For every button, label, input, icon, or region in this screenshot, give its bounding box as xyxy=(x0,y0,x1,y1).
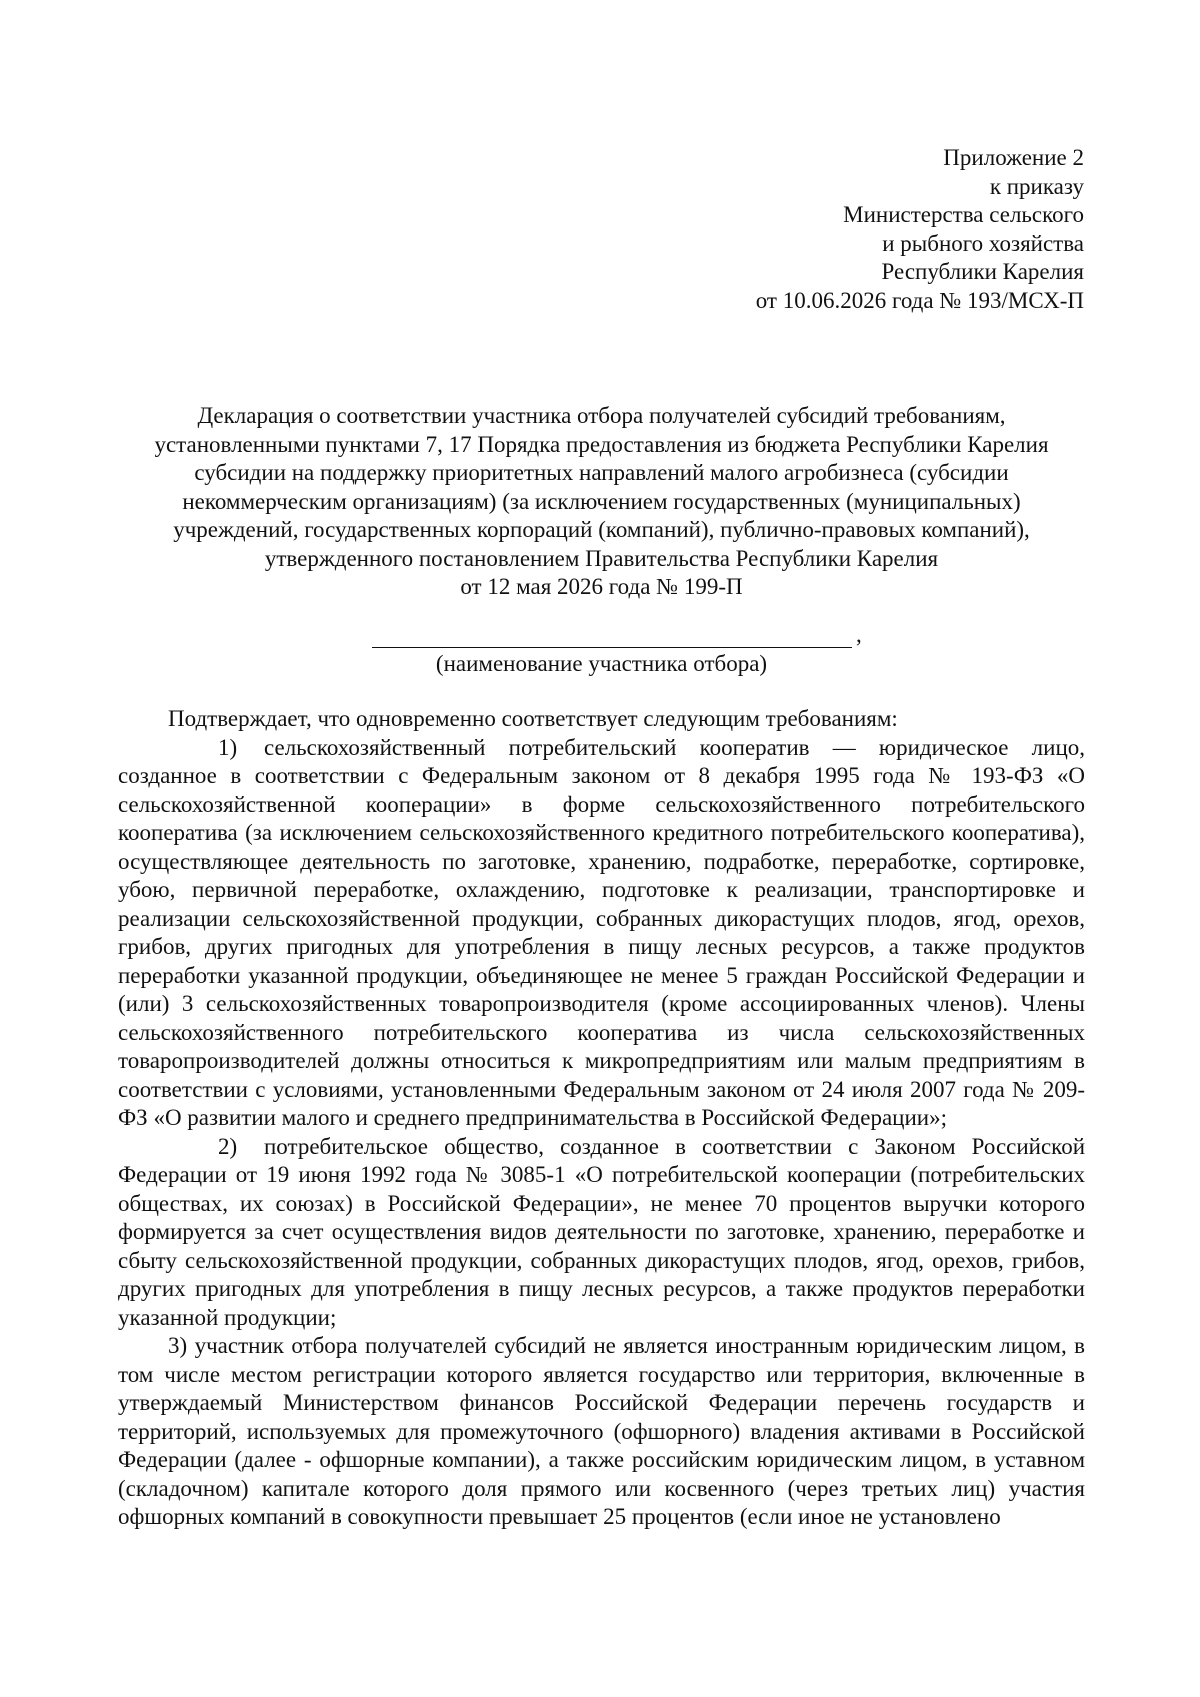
blank-comma: , xyxy=(856,622,862,647)
participant-name-caption: (наименование участника отбора) xyxy=(435,651,768,676)
appendix-line: от 10.06.2026 года № 193/МСХ-П xyxy=(755,287,1084,313)
appendix-header xyxy=(664,144,1084,315)
item-number: 3) xyxy=(168,1333,188,1358)
appendix-line: Республики Карелия xyxy=(881,259,1084,284)
appendix-line: и рыбного хозяйства xyxy=(882,230,1084,256)
title-line: некоммерческим организациям) (за исключением государственных (муниципальных) xyxy=(182,488,1021,514)
participant-name-blank xyxy=(372,622,862,648)
requirement-item xyxy=(118,1133,1085,1333)
participant-name-block xyxy=(118,622,1085,679)
declaration-body xyxy=(118,705,1085,1532)
appendix-line: Приложение 2 xyxy=(943,145,1084,170)
title-line: учреждений, государственных корпораций (компаний), публично-правовых компаний), xyxy=(173,517,1030,542)
appendix-line: Министерства сельского xyxy=(843,202,1084,227)
title-line: установленными пунктами 7, 17 Порядка предоставления из бюджета Республики Карелия xyxy=(154,431,1049,457)
title-line: Декларация о соответствии участника отбора получателей субсидий требованиям, xyxy=(197,403,1006,428)
item-text: сельскохозяйственный потребительский кооператив — юридическое лицо, созданное в соответствии с Федеральным законом от 8 декабря 1995 года № 193-ФЗ «О сельскохозяйственной кооперации» в форме сельскохозяйственного потребительского кооператива (за исключением сельскохозяйственного кредитного потребительского кооператива), осуществляющее деятельность по заготовке, хранению, подработке, переработке, сортировке, убою, первичной переработке, охлаждению, подготовке к реализации, транспортировке и реализации сельскохозяйственной продукции, собранных дикорастущих плодов, ягод, орехов, грибов, других пригодных для употребления в пищу лесных ресурсов, а также продуктов переработки указанной продукции, объединяющее не менее 5 граждан Российской Федерации и (или) 3 сельскохозяйственных товаропроизводителя (кроме ассоциированных членов). Члены сельскохозяйственного потребительского кооператива из числа сельскохозяйственных товаропроизводителей должны относиться к микропредприятиям или малым предприятиям в соответствии с условиями, установленными Федеральным законом от 24 июля 2007 года № 209-ФЗ «О развитии малого и среднего предпринимательства в Российской Федерации»; xyxy=(118,734,1085,1130)
document-title xyxy=(118,402,1085,602)
appendix-line: к приказу xyxy=(989,173,1084,199)
requirement-item xyxy=(118,734,1085,1133)
item-text: участник отбора получателей субсидий не является иностранным юридическим лицом, в том числе местом регистрации которого является государство или территория, включенные в утверждаемый Министерством финансов Российской Федерации перечень государств и территорий, используемых для промежуточного (офшорного) владения активами в Российской Федерации (далее - офшорные компании), а также российским юридическим лицом, в уставном (складочном) капитале которого доля прямого или косвенного (через третьих лиц) участия офшорных компаний в совокупности превышает 25 процентов (если иное не установлено xyxy=(118,1333,1085,1529)
title-line: субсидии на поддержку приоритетных направлений малого агробизнеса (субсидии xyxy=(194,460,1009,485)
intro-paragraph: Подтверждает, что одновременно соответствует следующим требованиям: xyxy=(168,706,898,731)
requirement-item xyxy=(118,1332,1085,1532)
title-line: утвержденного постановлением Правительства Республики Карелия xyxy=(264,545,939,571)
item-text: потребительское общество, созданное в соответствии с Законом Российской Федерации от 19 июня 1992 года № 3085-1 «О потребительской кооперации (потребительских обществах, их союзах) в Российской Федерации», не менее 70 процентов выручки которого формируется за счет осуществления видов деятельности по заготовке, хранению, переработке и сбыту сельскохозяйственной продукции, собранных дикорастущих плодов, ягод, орехов, грибов, других пригодных для употребления в пищу лесных ресурсов, а также продуктов переработки указанной продукции; xyxy=(118,1133,1085,1330)
item-number: 1) xyxy=(218,734,238,760)
title-line: от 12 мая 2026 года № 199-П xyxy=(460,574,743,599)
item-number: 2) xyxy=(218,1133,238,1159)
